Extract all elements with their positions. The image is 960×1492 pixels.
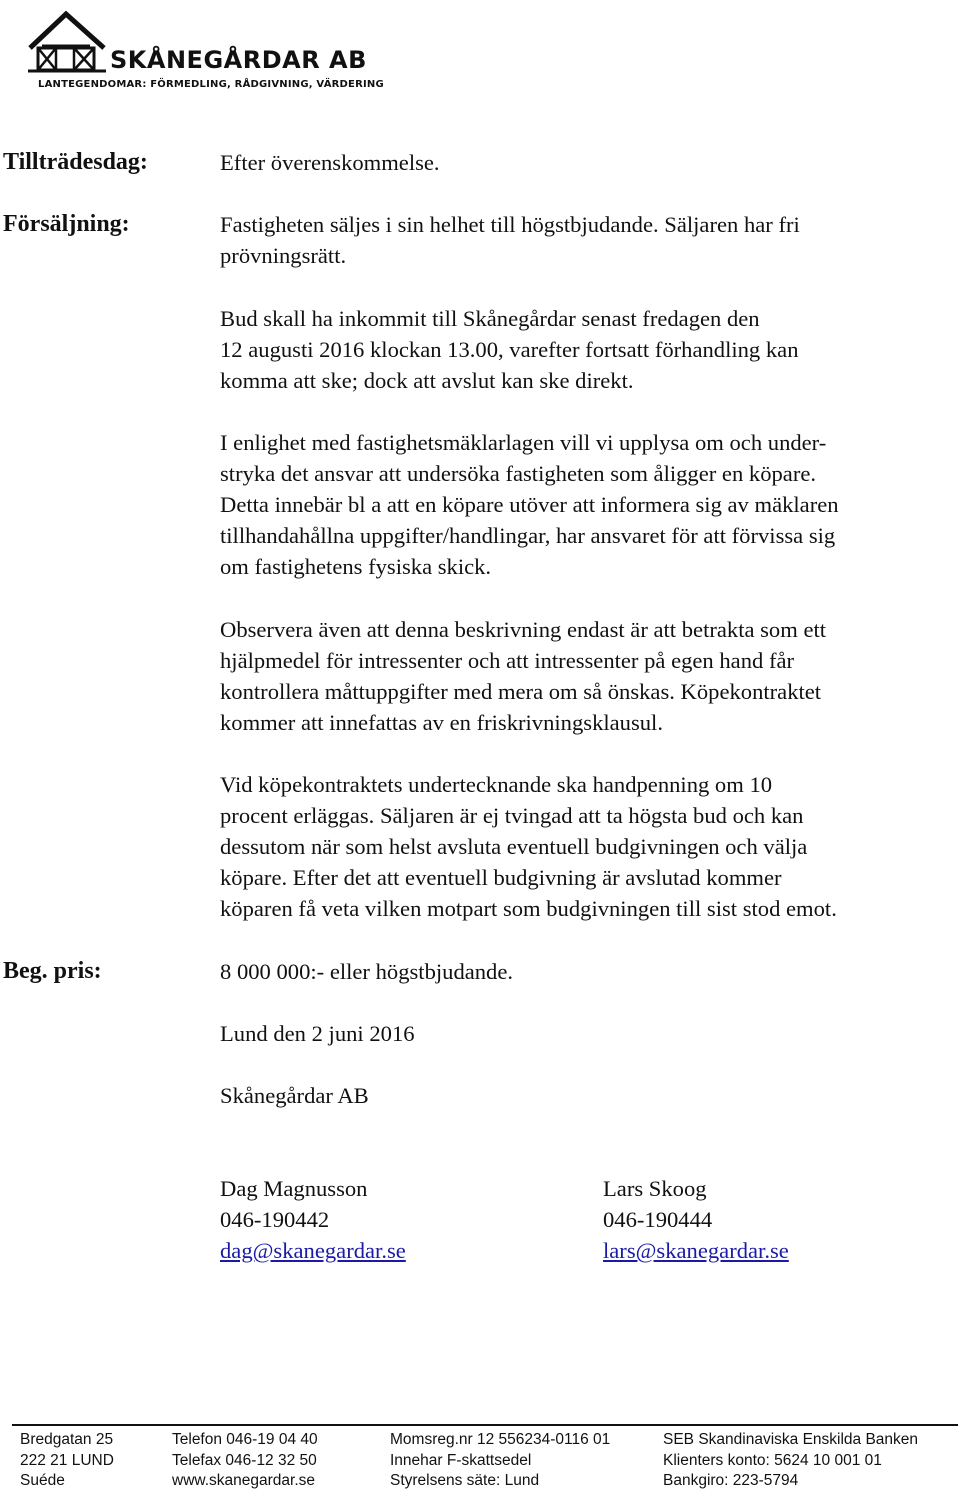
- paragraph-bud: [220, 303, 960, 396]
- footer-line: Telefax 046-12 32 50: [172, 1451, 317, 1469]
- signer-dag: [220, 1173, 406, 1266]
- footer-line: Styrelsens säte: Lund: [390, 1472, 540, 1489]
- footer-line: Innehar F-skattsedel: [390, 1451, 532, 1469]
- text-line: om fastighetens fysiska skick.: [220, 554, 492, 579]
- signer-name: Dag Magnusson: [220, 1176, 368, 1201]
- text-line: 8 000 000:- eller högstbjudande.: [220, 959, 514, 984]
- paragraph-maklarlagen: [220, 427, 960, 582]
- text-line: Fastigheten säljes i sin helhet till högstbjudande. Säljaren har fri: [220, 212, 800, 237]
- text-line: kontrollera måttuppgifter med mera om så önskas. Köpekontraktet: [220, 679, 822, 704]
- text-line: stryka det ansvar att undersöka fastigheten som åligger en köpare.: [220, 461, 817, 486]
- logo-company-name: SKÅNEGÅRDAR AB: [110, 46, 367, 74]
- signer-email-link[interactable]: lars@skanegardar.se: [603, 1238, 789, 1263]
- footer-line: www.skanegardar.se: [172, 1472, 316, 1489]
- text-line: Skånegårdar AB: [220, 1083, 369, 1108]
- footer-line: Bredgatan 25: [20, 1431, 114, 1448]
- text-line: prövningsrätt.: [220, 243, 347, 268]
- text-line: Efter överenskommelse.: [220, 150, 440, 175]
- footer-registration: [390, 1430, 610, 1492]
- beg-pris-label: Beg. pris:: [3, 958, 102, 984]
- footer-line: Telefon 046-19 04 40: [172, 1431, 318, 1448]
- signer-lars: [603, 1173, 789, 1266]
- tilltradesdag-label: Tillträdesdag:: [3, 149, 148, 175]
- signer-phone: 046-190442: [220, 1207, 330, 1232]
- paragraph-forsaljning: [220, 209, 960, 271]
- text-line: kommer att innefattas av en friskrivningsklausul.: [220, 710, 663, 735]
- paragraph-observera: [220, 614, 960, 738]
- paragraph-handpenning: [220, 769, 960, 924]
- text-line: procent erläggas. Säljaren är ej tvingad att ta högsta bud och kan: [220, 803, 804, 828]
- logo-tagline: LANTEGENDOMAR: FÖRMEDLING, RÅDGIVNING, VÄRDERING: [38, 79, 384, 90]
- forsaljning-label: Försäljning:: [3, 211, 130, 237]
- text-line: Lund den 2 juni 2016: [220, 1021, 415, 1046]
- text-line: tillhandahållna uppgifter/handlingar, har ansvaret för att förvissa sig: [220, 523, 836, 548]
- text-line: Detta innebär bl a att en köpare utöver att informera sig av mäklaren: [220, 492, 839, 517]
- footer-line: Bankgiro: 223-5794: [663, 1472, 799, 1489]
- footer-line: 222 21 LUND: [20, 1451, 114, 1469]
- footer-address: [20, 1430, 114, 1492]
- footer-line: Momsreg.nr 12 556234-0116 01: [390, 1431, 611, 1448]
- barn-house-icon: [28, 10, 108, 76]
- signer-name: Lars Skoog: [603, 1176, 707, 1201]
- text-line: Bud skall ha inkommit till Skånegårdar senast fredagen den: [220, 306, 760, 331]
- text-line: 12 augusti 2016 klockan 13.00, varefter fortsatt förhandling kan: [220, 337, 799, 362]
- text-line: komma att ske; dock att avslut kan ske direkt.: [220, 368, 634, 393]
- footer-line: Klienters konto: 5624 10 001 01: [663, 1451, 882, 1469]
- company-line: [220, 1080, 960, 1111]
- text-line: dessutom när som helst avsluta eventuell budgivningen och välja: [220, 834, 808, 859]
- text-line: köpare. Efter det att eventuell budgivning är avslutad kommer: [220, 865, 782, 890]
- date-line: [220, 1018, 960, 1049]
- text-line: köparen få veta vilken motpart som budgivningen till sist stod emot.: [220, 896, 837, 921]
- footer-line: SEB Skandinaviska Enskilda Banken: [663, 1431, 919, 1448]
- footer-divider: [12, 1424, 958, 1426]
- company-logo: [28, 10, 384, 90]
- text-line: Observera även att denna beskrivning endast är att betrakta som ett: [220, 617, 827, 642]
- text-line: I enlighet med fastighetsmäklarlagen vill vi upplysa om och under-: [220, 430, 827, 455]
- text-line: hjälpmedel för intressenter och att intressenter på egen hand får: [220, 648, 795, 673]
- footer-line: Suéde: [20, 1472, 65, 1489]
- signer-phone: 046-190444: [603, 1207, 713, 1232]
- text-line: Vid köpekontraktets undertecknande ska handpenning om 10: [220, 772, 773, 797]
- tilltradesdag-value: [220, 147, 960, 178]
- beg-pris-value: [220, 956, 960, 987]
- footer-bank: [663, 1430, 918, 1492]
- footer-contact: [172, 1430, 318, 1492]
- signer-email-link[interactable]: dag@skanegardar.se: [220, 1238, 406, 1263]
